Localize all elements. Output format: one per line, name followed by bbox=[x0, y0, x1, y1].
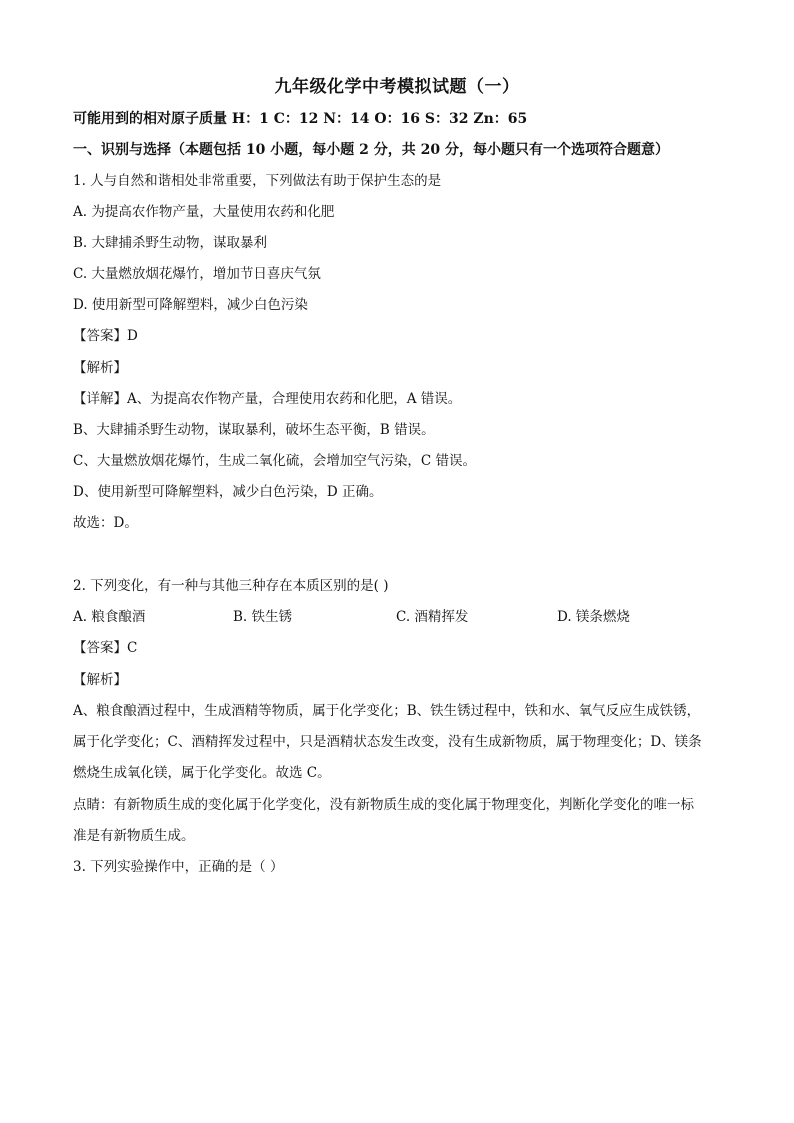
section-heading: 一、识别与选择（本题包括 10 小题，每小题 2 分，共 20 分，每小题只有一个选项符合题意） bbox=[73, 142, 669, 158]
question-2-comment-line: 点睛：有新物质生成的变化属于化学变化，没有新物质生成的变化属于物理变化，判断化学变化的唯一标 bbox=[73, 797, 694, 813]
question-2-analysis-line: A、粮食酿酒过程中，生成酒精等物质，属于化学变化；B、铁生锈过程中，铁和水、氧气反应生成铁锈， bbox=[73, 703, 701, 719]
question-1-conclusion: 故选：D。 bbox=[73, 515, 138, 531]
question-1-detail-line: 【详解】A、为提高农作物产量，合理使用农药和化肥，A 错误。 bbox=[73, 391, 462, 407]
page-title: 九年级化学中考模拟试题（一） bbox=[274, 77, 520, 97]
question-1-answer: 【答案】D bbox=[73, 328, 138, 344]
question-1-option-d: D. 使用新型可降解塑料，减少白色污染 bbox=[73, 297, 308, 313]
question-2-analysis-line: 燃烧生成氧化镁，属于化学变化。故选 C。 bbox=[73, 765, 331, 781]
question-2-analysis-label: 【解析】 bbox=[73, 672, 127, 688]
question-3-stem: 3. 下列实验操作中，正确的是（ ） bbox=[73, 859, 284, 875]
question-2-option-c: C. 酒精挥发 bbox=[396, 609, 469, 625]
atomic-mass-line: 可能用到的相对原子质量 H：1 C：12 N：14 O：16 S：32 Zn：65 bbox=[73, 111, 528, 127]
question-2-comment-line: 准是有新物质生成。 bbox=[73, 828, 195, 844]
question-2-option-a: A. 粮食酿酒 bbox=[73, 609, 146, 625]
question-2-option-b: B. 铁生锈 bbox=[233, 609, 293, 625]
question-1-option-c: C. 大量燃放烟花爆竹，增加节日喜庆气氛 bbox=[73, 266, 321, 282]
question-1-detail-line: C、大量燃放烟花爆竹，生成二氧化硫，会增加空气污染，C 错误。 bbox=[73, 453, 476, 469]
question-1-stem: 1. 人与自然和谐相处非常重要，下列做法有助于保护生态的是 bbox=[73, 173, 442, 189]
question-1-option-b: B. 大肆捕杀野生动物，谋取暴利 bbox=[73, 235, 268, 251]
question-1-option-a: A. 为提高农作物产量，大量使用农药和化肥 bbox=[73, 204, 335, 220]
question-1-detail-line: D、使用新型可降解塑料，减少白色污染，D 正确。 bbox=[73, 484, 383, 500]
question-2-analysis-line: 属于化学变化；C、酒精挥发过程中，只是酒精状态发生改变，没有生成新物质，属于物理变化；D、镁条 bbox=[73, 734, 702, 750]
question-2-answer: 【答案】C bbox=[73, 640, 138, 656]
question-1-analysis-label: 【解析】 bbox=[73, 360, 127, 376]
question-1-detail-line: B、大肆捕杀野生动物，谋取暴利，破坏生态平衡，B 错误。 bbox=[73, 422, 435, 438]
question-2-option-d: D. 镁条燃烧 bbox=[557, 609, 630, 625]
question-2-stem: 2. 下列变化，有一种与其他三种存在本质区别的是( ) bbox=[73, 578, 389, 594]
